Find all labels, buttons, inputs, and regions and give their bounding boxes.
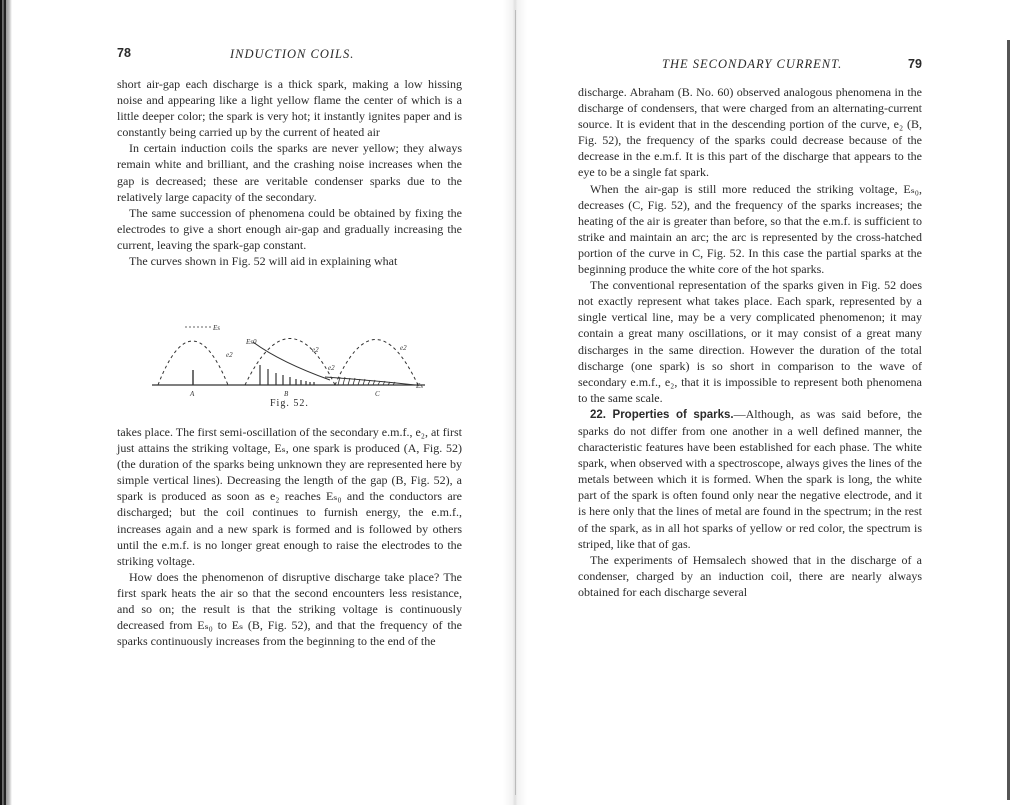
right-page-number: 79 <box>908 57 922 71</box>
paragraph: takes place. The first semi-oscillation of the secondary e.m.f., e₂, at first just attains the striking voltage, Eₛ, one spark is produced (A, Fig. 52) (the duration of the sparks being unknown they are represented here by simple vertical lines). Decreasing the length of the gap (B, Fig. 52), a spark is produced as soon as e₂ reaches Eₛ₀ and the conductors are discharged; but the coil continues to furnish energy, the e.m.f., increases again and a new spark is formed and is followed by others until the e.m.f. is no longer great enough to raise the electrodes to the striking voltage. <box>117 425 462 568</box>
fig-label-es-c: Es <box>416 382 423 390</box>
fig-label-es0: Es0 <box>246 338 257 346</box>
fig-label-e2-b: e2 <box>312 346 319 354</box>
section-heading: 22. Properties of sparks. <box>590 408 734 421</box>
paragraph: How does the phenomenon of disruptive discharge take place? The first spark heats the air so that the second encounters less resistance, and so on; the result is that the striking voltage is continuously decreased from Eₛ₀ to Eₛ (B, Fig. 52), and that the frequency of the sparks continuously increases from the beginning to the end of the <box>117 569 462 649</box>
figure-caption: Fig. 52. <box>270 398 309 409</box>
paragraph: The same succession of phenomena could be obtained by fixing the electrodes to give a short enough air-gap and gradually increasing the current, leaving the spark-gap constant. <box>117 205 462 252</box>
paragraph: The experiments of Hemsalech showed that in the discharge of a condenser, charged by an induction coil, there are nearly always obtained for each discharge several <box>578 552 922 599</box>
fig-label-e2-a: e2 <box>226 351 233 359</box>
paragraph: short air-gap each discharge is a thick spark, making a low hissing noise and appearing like a light yellow flame the center of which is a little deeper color; the spark is very hot; it instantly ignites paper and is constantly being carried up by the current of heated air <box>117 77 462 140</box>
fig-label-es: Es <box>213 324 220 332</box>
fig-label-c: C <box>375 390 380 398</box>
left-page-number: 78 <box>117 46 131 60</box>
section-text: —Although, as was said before, the sparks do not differ from one another in a well defined manner, the characteristic features have been established for each phase. The white spark, when observed with a spectroscope, always gives the lines of the metals between which it is formed. When the spark is long, the white part of the spark is often found only near the negative electrode, and it is here only that the lines of metal are found in the spectrum; in the rest of the spark, as in all hot sparks of yellow or red color, the spectrum is striped, like that of gas. <box>578 406 922 551</box>
paragraph: In certain induction coils the sparks are never yellow; they always remain white and brilliant, and the crashing noise increases when the gap is decreased; these are veritable condenser sparks due to the relatively large capacity of the secondary. <box>117 141 462 204</box>
fig-sparks-b <box>260 365 314 385</box>
right-running-head: THE SECONDARY CURRENT. <box>662 57 843 71</box>
fig-label-a: A <box>190 390 195 398</box>
left-text-top <box>117 76 462 269</box>
fig-label-b: B <box>284 390 289 398</box>
left-text-bottom <box>117 424 462 649</box>
paragraph: The curves shown in Fig. 52 will aid in explaining what <box>129 254 398 269</box>
right-text <box>578 84 922 600</box>
paragraph-section-22 <box>578 406 922 552</box>
fig-label-e2-d: e2 <box>400 344 407 352</box>
paragraph: When the air-gap is still more reduced the striking voltage, Eₛ₀, decreases (C, Fig. 52), and the frequency of the sparks increases; the heating of the air is greater than before, so that the e.m.f. is sufficient to strike and maintain an arc; the arc is represented by the cross-hatched portion of the curve in C, Fig. 52. In this case the partial sparks at the beginning produce the white core of the hot sparks. <box>578 181 922 277</box>
paragraph: The conventional representation of the sparks given in Fig. 52 does not exactly represent what takes place. Each spark, represented by a single vertical line, may be a very complicated phenomenon; it may contain a great many oscillations, or it may consist of a great many discharges in the same direction. However the duration of the total discharge (one spark) is so short in comparison to the wave of secondary e.m.f., e₂, that it is impossible to represent both phenomena to the same scale. <box>578 278 922 405</box>
fig-label-e2-c: e2 <box>328 364 335 372</box>
paragraph: discharge. Abraham (B. No. 60) observed analogous phenomena in the discharge of condensers, that were charged from an alternating-current source. It is evident that in the descending portion of the curve, e₂ (B, Fig. 52), the frequency of the sparks could decrease because of the decrease in the e.m.f. It is this part of the discharge that appears to the eye to be a single fat spark. <box>578 85 922 180</box>
left-running-head: INDUCTION COILS. <box>230 47 355 61</box>
